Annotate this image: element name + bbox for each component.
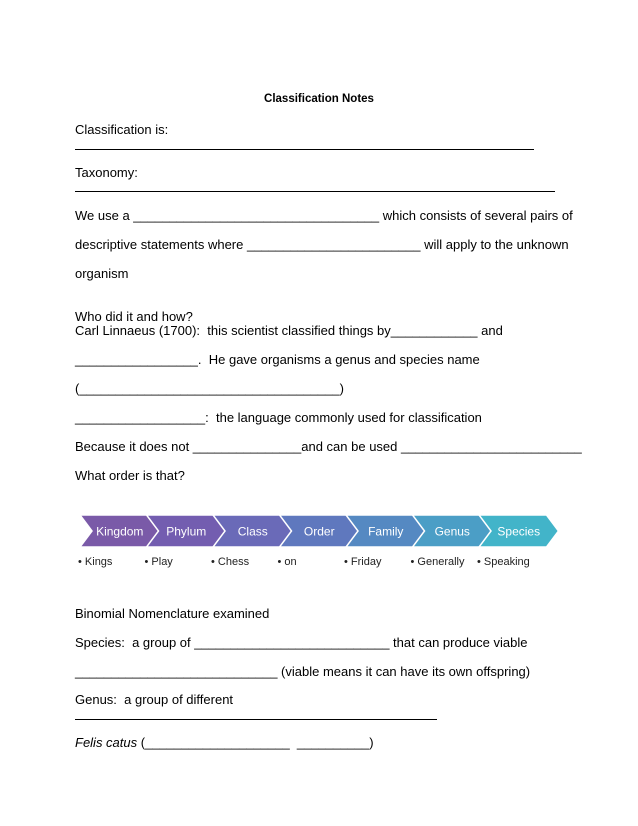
chevron-label-genus: Genus [434,524,470,539]
linnaeus-line: Carl Linnaeus (1700): this scientist classified things by____________ and [75,323,503,338]
mnemonic-friday: • Friday [344,556,382,568]
classification-prompt: Classification is: [75,122,169,137]
chevron-label-order: Order [303,524,335,539]
chevron-label-kingdom: Kingdom [96,524,144,539]
answer-line [75,149,534,150]
answer-line [75,191,555,192]
viable-line: ____________________________ (viable means it can have its own offspring) [75,664,531,679]
mnemonic-generally: • Generally [410,556,465,568]
felis-blanks: (____________________ __________) [137,735,374,750]
binomial-heading: Binomial Nomenclature examined [75,606,270,621]
genus-species-line: _________________. He gave organisms a genus and species name [75,352,480,367]
mnemonic-speaking: • Speaking [477,556,530,568]
species-line: Species: a group of ___________________________ that can produce viable [75,635,528,650]
mnemonic-chess: • Chess [211,556,250,568]
because-line: Because it does not _______________and can be used _________________________ [75,439,582,454]
genus-line: Genus: a group of different [75,692,234,707]
taxonomy-prompt: Taxonomy: [75,165,138,180]
language-line: __________________: the language commonly used for classification [75,410,482,425]
chevron-label-species: Species [497,524,541,539]
felis-catus-line [75,735,374,750]
order-question: What order is that? [75,468,185,483]
paren-line: (____________________________________) [75,381,344,396]
scientific-name: Felis catus [75,735,138,750]
mnemonic-on: • on [277,556,297,568]
dichotomous-key-line-1: We use a __________________________________ which consists of several pairs of [75,208,573,223]
chevron-label-family: Family [368,524,404,539]
dichotomous-key-line-3: organism [75,266,129,281]
mnemonic-kings: • Kings [78,556,113,568]
mnemonic-play: • Play [144,556,173,568]
answer-line [75,719,437,720]
taxonomy-chevron-diagram [70,514,570,574]
page-title: Classification Notes [264,93,374,105]
who-heading: Who did it and how? [75,309,193,324]
dichotomous-key-line-2: descriptive statements where ________________________ will apply to the unknown [75,237,569,252]
chevron-label-class: Class [237,524,268,539]
chevron-label-phylum: Phylum [166,524,207,539]
